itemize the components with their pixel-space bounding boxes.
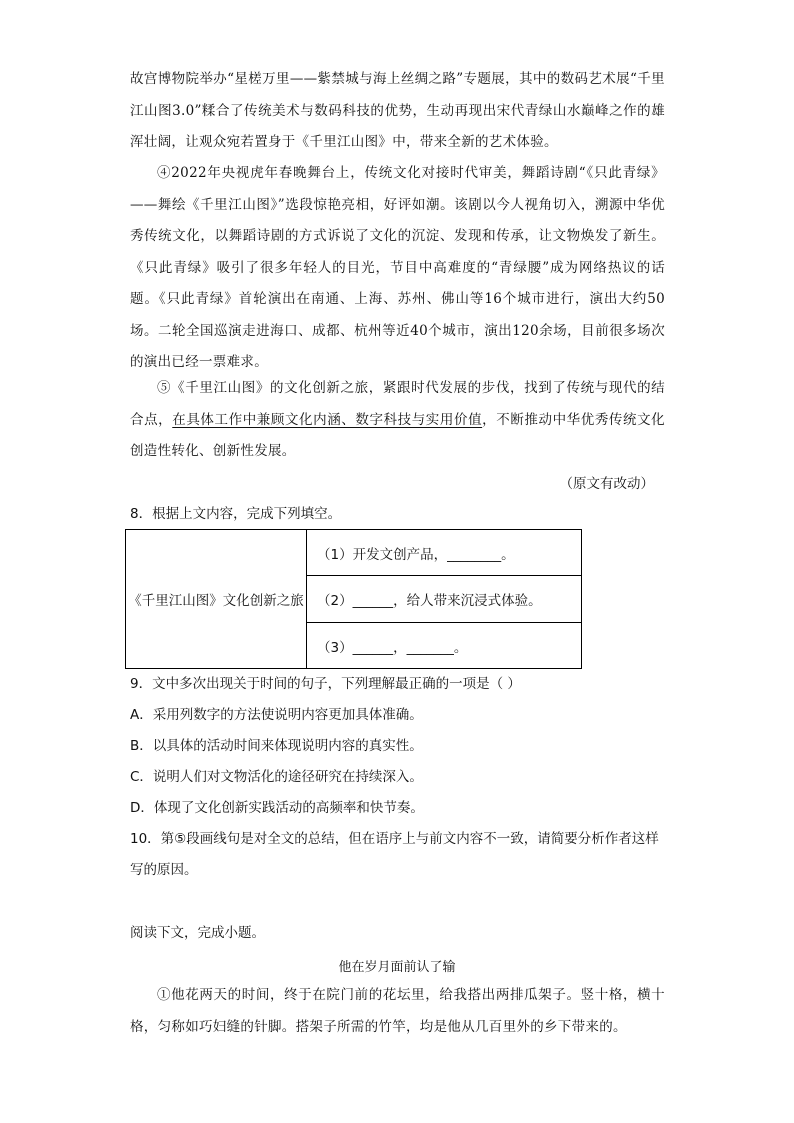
option-a: A．采用列数字的方法使说明内容更加具体准确。 [130, 707, 423, 723]
paragraph-4: ④2022年央视虎年春晚舞台上，传统文化对接时代审美，舞蹈诗剧“《只此青绿》——舞绘《千里江山图》”选段惊艳亮相，好评如潮。该剧以今人视角切入，溯源中华优秀传统文化，以舞蹈诗剧的方式诉说了文化的沉淀、发现和传承，让文物焕发了新生。《只此青绿》吸引了很多年轻人的目光，节目中高难度的“青绿腰”成为网络热议的话题。《只此青绿》首轮演出在南通、上海、苏州、佛山等16个城市进行，演出大约50场。二轮全国巡演走进海口、成都、杭州等近40个城市，演出120余场，目前很多场次的演出已经一票难求。 [130, 165, 665, 370]
option-d: D．体现了文化创新实践活动的高频率和快节奏。 [130, 800, 424, 816]
story-title: 他在岁月面前认了输 [338, 960, 456, 975]
paragraph-5-underlined-sentence: 在具体工作中兼顾文化内涵、数字科技与实用价值 [172, 411, 483, 428]
table-left-cell: 《千里江山图》文化创新之旅 [126, 530, 307, 669]
question-10-stem: 10．第⑤段画线句是对全文的总结，但在语序上与前文内容不一致，请简要分析作者这样写的原因。 [130, 831, 659, 878]
question-8-table [125, 529, 582, 669]
option-c: C．说明人们对文物活化的途径研究在持续深入。 [130, 769, 423, 785]
paragraph-5 [130, 373, 665, 468]
table-row-3: （3）______，_______。 [307, 623, 582, 669]
table-row-2: （2）______，给人带来沉浸式体验。 [307, 576, 582, 623]
table-row-1: （1）开发文创产品，________。 [307, 530, 582, 576]
paragraph-continuation: 故宫博物院举办“星槎万里——紫禁城与海上丝绸之路”专题展，其中的数码艺术展“千里江山图3.0”糅合了传统美术与数码科技的优势，生动再现出宋代青绿山水巅峰之作的雄浑壮阔，让观众宛若置身于《千里江山图》中，带来全新的艺术体验。 [130, 71, 665, 150]
source-note: （原文有改动） [559, 476, 654, 492]
question-9-stem: 9．文中多次出现关于时间的句子，下列理解最正确的一项是（ ） [130, 676, 521, 692]
paragraph-5-start: ⑤《千里江山图》的文化创新之旅，紧跟时代发展的步伐，找到了传统与现代的结合点， [130, 380, 665, 428]
story-paragraph-1: ①他花两天的时间，终于在院门前的花坛里，给我搭出两排瓜架子。竖十格，横十格，匀称如巧妇缝的针脚。搭架子所需的竹竿，均是他从几百里外的乡下带来的。 [130, 987, 665, 1035]
option-b: B．以具体的活动时间来体现说明内容的真实性。 [130, 738, 423, 754]
question-8-stem: 8．根据上文内容，完成下列填空。 [130, 506, 342, 522]
paragraph-5-end: ，不断推动中华优秀传统文化创造性转化、创新性发展。 [130, 411, 665, 459]
reading-intro: 阅读下文，完成小题。 [130, 925, 265, 941]
